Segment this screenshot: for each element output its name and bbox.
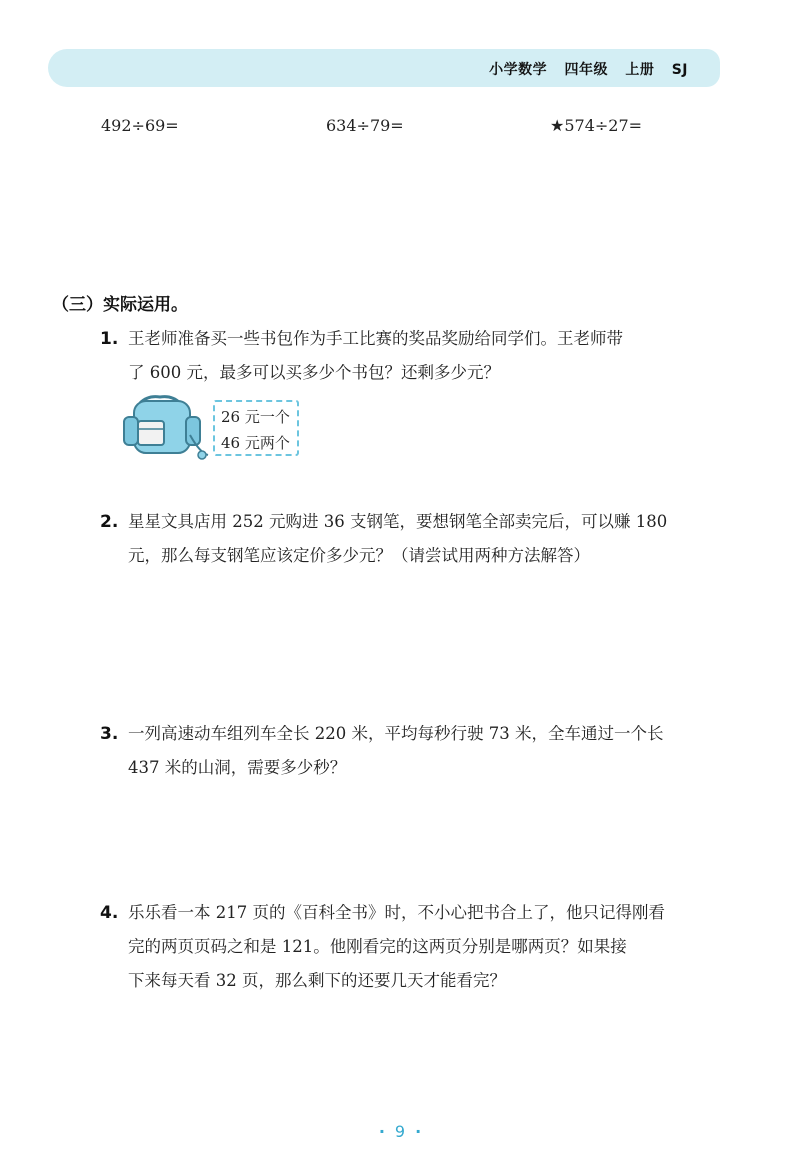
problem-text-line: 下来每天看 32 页，那么剩下的还要几天才能看完？	[128, 971, 506, 990]
bullet-dot-icon: ·	[415, 1122, 422, 1141]
header-edition: SJ	[671, 62, 688, 78]
problem-2	[100, 512, 730, 572]
header-subject: 小学数学	[489, 62, 548, 78]
price-single: 26 元一个	[221, 408, 290, 426]
price-box	[213, 400, 299, 456]
calc-expression-starred: ★574÷27=	[550, 116, 643, 135]
header-volume: 上册	[625, 62, 655, 78]
problem-number: 2.	[100, 512, 119, 532]
problem-text-line: 元，那么每支钢笔应该定价多少元？（请尝试用两种方法解答）	[128, 546, 590, 565]
problem-number: 4.	[100, 903, 119, 923]
section-title: （三）实际运用。	[52, 295, 188, 315]
bullet-dot-icon: ·	[378, 1122, 385, 1141]
problem-1	[100, 329, 730, 389]
header-grade: 四年级	[564, 62, 608, 78]
problem-text-line: 星星文具店用 252 元购进 36 支钢笔，要想钢笔全部卖完后，可以赚 180	[128, 512, 668, 531]
header-bar	[48, 49, 720, 87]
problem-3	[100, 724, 730, 784]
problem-number: 1.	[100, 329, 119, 349]
problem-number: 3.	[100, 724, 119, 744]
header-text	[477, 59, 688, 79]
calc-expression: 492÷69=	[101, 116, 179, 135]
backpack-icon	[118, 395, 210, 461]
page-number-value: 9	[394, 1122, 406, 1141]
problem-text-line: 乐乐看一本 217 页的《百科全书》时，不小心把书合上了，他只记得刚看	[128, 903, 665, 922]
problem-text-line: 王老师准备买一些书包作为手工比赛的奖品奖励给同学们。王老师带	[128, 329, 623, 348]
problem-4	[100, 903, 730, 999]
problem-text-line: 完的两页页码之和是 121。他刚看完的这两页分别是哪两页？如果接	[128, 937, 627, 956]
problem-text-line: 一列高速动车组列车全长 220 米，平均每秒行驶 73 米，全车通过一个长	[128, 724, 664, 743]
problem-text-line: 了 600 元，最多可以买多少个书包？还剩多少元？	[128, 363, 500, 382]
page-number	[0, 1122, 800, 1141]
problem-text-line: 437 米的山洞，需要多少秒？	[128, 758, 347, 777]
calc-expression: 634÷79=	[326, 116, 404, 135]
price-pair: 46 元两个	[221, 434, 290, 452]
